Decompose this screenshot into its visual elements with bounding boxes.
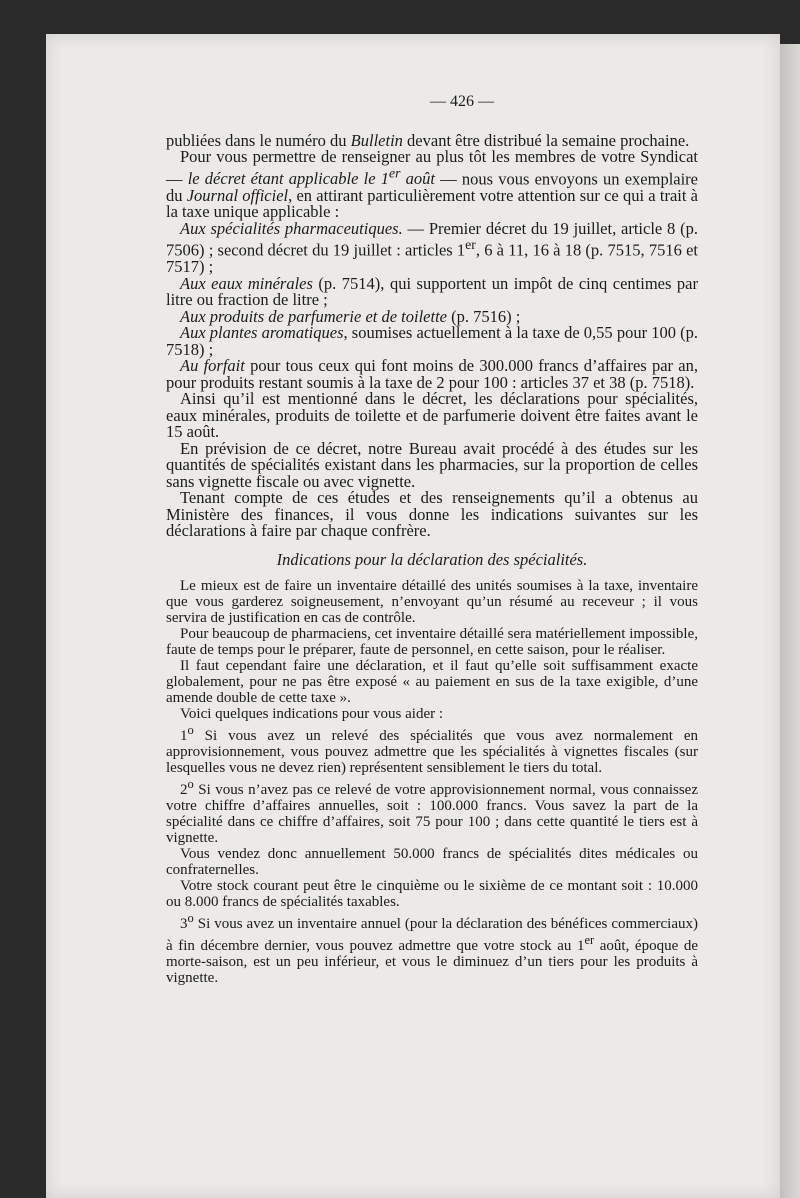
paragraph-q4: Voici quelques indications pour vous aider : (180, 706, 444, 722)
page-content (166, 94, 698, 986)
paragraph-p6: Aux plantes aromatiques, soumises actuellement à la taxe de 0,55 pour 100 (p. 7518) ; (166, 323, 698, 359)
paragraph-q1: Le mieux est de faire un inventaire détaillé des unités soumises à la taxe, inventaire que vous garderez soigneusement, n’envoyant qu’un résumé au receveur ; il vous servira de justification en cas de contrôle. (166, 578, 698, 626)
paragraph-p8: Ainsi qu’il est mentionné dans le décret, les déclarations pour spécialités, eaux minérales, produits de toilette et de parfumerie doivent être faites avant le 15 août. (166, 389, 698, 441)
subheading: Indications pour la déclaration des spécialités. (276, 549, 588, 569)
paragraph-q7: Vous vendez donc annuellement 50.000 francs de spécialités dites médicales ou confraternelles. (166, 846, 698, 878)
section-intro (166, 130, 699, 540)
paragraph-q6: 2$^o$ Si vous n’avez pas ce relevé de votre approvisionnement normal, vous connaissez votre chiffre d’affaires annuelles, soit : 100.000 francs. Vous savez la part de la spécialité dans ce chiffre d’affaires, soit 75 pour 100 ; dans cette quantité le tiers est à vignette. (166, 777, 698, 846)
paragraph-p4: Aux eaux minérales (p. 7514), qui supportent un impôt de cinq centimes par litre ou fraction de litre ; (166, 273, 698, 309)
section-indications (166, 578, 698, 986)
paragraph-q9: 3$^o$ Si vous avez un inventaire annuel (pour la déclaration des bénéfices commerciaux) à fin décembre dernier, vous pouvez admettre que votre stock au 1er août, époque de morte-saison, est un peu inférieur, et vous le diminuez d’un tiers pour les produits à vignette. (166, 911, 698, 986)
paragraph-q2: Pour beaucoup de pharmaciens, cet inventaire détaillé sera matériellement impossible, faute de temps pour le préparer, faute de personnel, en cette saison, pour le réaliser. (166, 626, 698, 658)
paragraph-p3: Aux spécialités pharmaceutiques. — Premier décret du 19 juillet, article 8 (p. 7506) ; second décret du 19 juillet : articles 1er, 6 à 11, 16 à 18 (p. 7515, 7516 et 7517) ; (166, 218, 698, 276)
paragraph-p5: Aux produits de parfumerie et de toilette (p. 7516) ; (180, 306, 521, 326)
paragraph-p2: Pour vous permettre de renseigner au plus tôt les membres de votre Syndicat — le décret étant applicable le 1er août — nous vous envoyons un exemplaire du Journal officiel, en attirant particulièrement votre attention sur ce qui a trait à la taxe unique applicable : (166, 147, 699, 221)
paragraph-q5: 1$^o$ Si vous avez un relevé des spécialités que vous avez normalement en approvisionnement, vous pouvez admettre que les spécialités à vignettes fiscales (sur lesquelles vous ne devez rien) représentent sensiblement le tiers du total. (166, 723, 698, 776)
page-number: — 426 — (430, 93, 494, 110)
paragraph-p7: Au forfait pour tous ceux qui font moins de 300.000 francs d’affaires par an, pour produits restant soumis à la taxe de 2 pour 100 : articles 37 et 38 (p. 7518). (166, 356, 698, 392)
paragraph-p1: publiées dans le numéro du Bulletin devant être distribué la semaine prochaine. (166, 130, 690, 150)
paragraph-q8: Votre stock courant peut être le cinquième ou le sixième de ce montant soit : 10.000 ou 8.000 francs de spécialités taxables. (166, 878, 698, 910)
paragraph-p10: Tenant compte de ces études et des renseignements qu’il a obtenus au Ministère des finances, il vous donne les indications suivantes sur les déclarations à faire par chaque confrère. (166, 488, 698, 540)
paragraph-q3: Il faut cependant faire une déclaration, et il faut qu’elle soit suffisamment exacte globalement, pour ne pas être exposé « au paiement en sus de la taxe exigible, d’une amende double de cette taxe ». (166, 658, 698, 706)
document-page (46, 34, 780, 1198)
paragraph-p9: En prévision de ce décret, notre Bureau avait procédé à des études sur les quantités de spécialités existant dans les pharmacies, sur la proportion de celles sans vignette fiscale ou avec vignette. (166, 438, 698, 491)
